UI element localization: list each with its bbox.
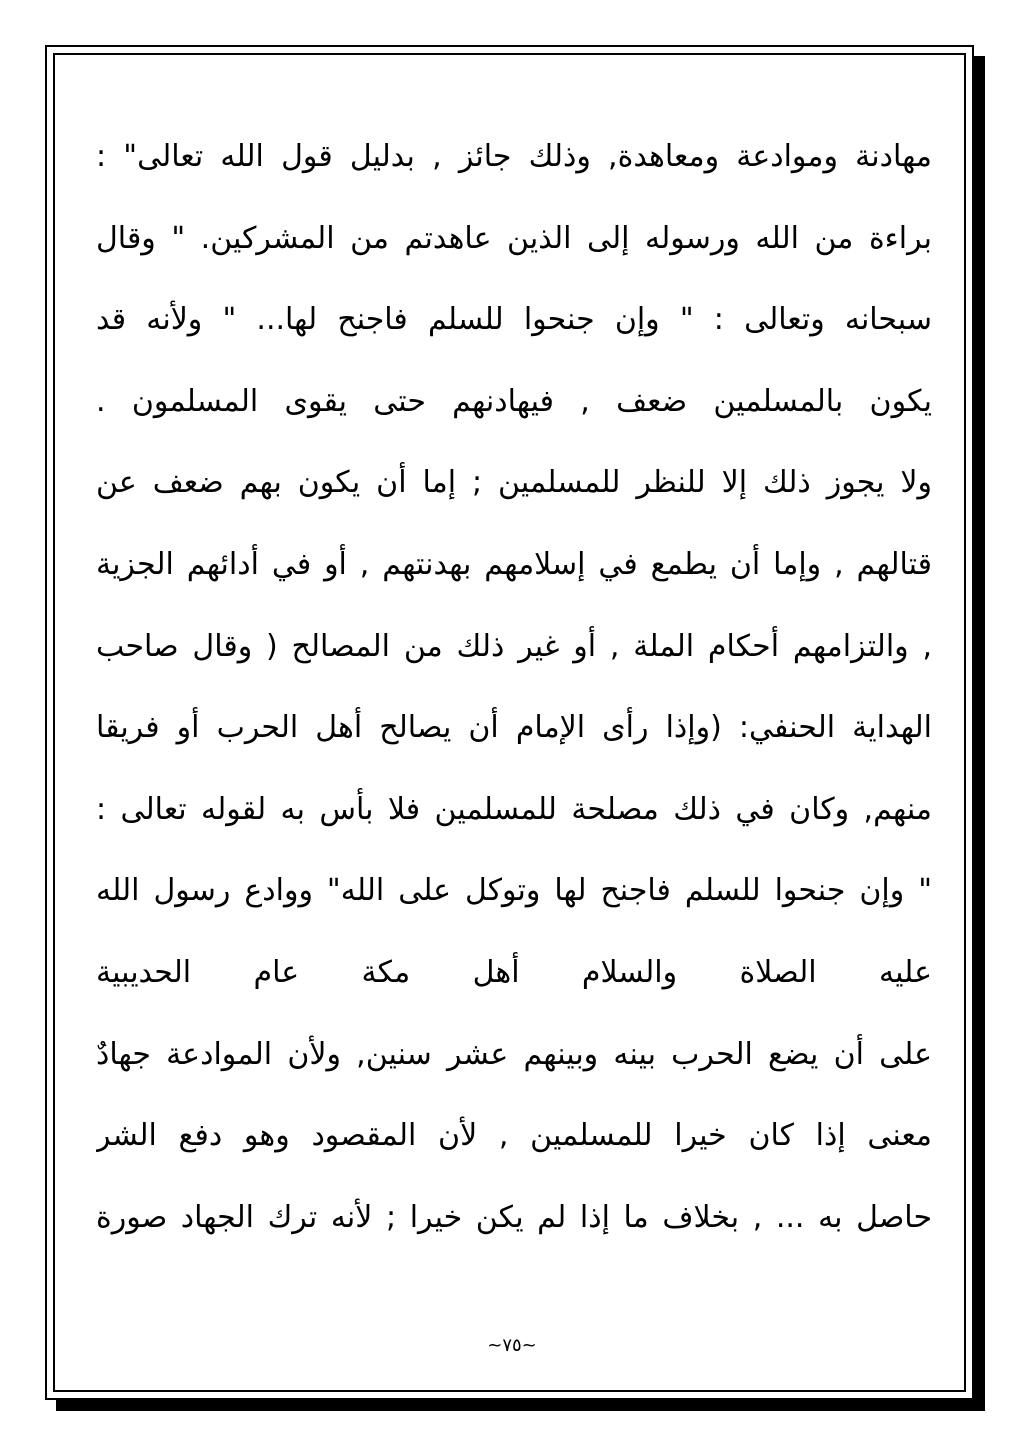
- text-line: عليه الصلاة والسلام أهل مكة عام الحديبية: [96, 954, 932, 990]
- text-line: منهم, وكان في ذلك مصلحة للمسلمين فلا بأس به لقوله تعالى :: [96, 791, 932, 827]
- text-line: مهادنة وموادعة ومعاهدة, وذلك جائز , بدليل قول الله تعالى" :: [96, 139, 932, 174]
- text-line: الهداية الحنفي: (وإذا رأى الإمام أن يصالح أهل الحرب أو فريقا: [96, 710, 932, 746]
- text-line: " وإن جنحوا للسلم فاجنح لها وتوكل على الله" ووادع رسول الله: [96, 873, 932, 909]
- text-line: قتالهم , وإما أن يطمع في إسلامهم بهدنتهم , أو في أدائهم الجزية: [96, 546, 932, 582]
- text-line: , والتزامهم أحكام الملة , أو غير ذلك من المصالح ( وقال صاحب: [96, 628, 932, 664]
- text-line: حاصل به ... , بخلاف ما إذا لم يكن خيرا ; لأنه ترك الجهاد صورة: [96, 1199, 932, 1235]
- text-line: معنى إذا كان خيرا للمسلمين , لأن المقصود وهو دفع الشر: [96, 1118, 932, 1154]
- text-line: يكون بالمسلمين ضعف , فيهادنهم حتى يقوى المسلمون .: [96, 383, 932, 419]
- page-number: ~٧٥~: [487, 1335, 537, 1356]
- text-line: ولا يجوز ذلك إلا للنظر للمسلمين ; إما أن يكون بهم ضعف عن: [96, 465, 932, 501]
- page-text-body: [96, 126, 932, 1268]
- text-line: سبحانه وتعالى : " وإن جنحوا للسلم فاجنح لها... " ولأنه قد: [96, 302, 932, 338]
- text-line: على أن يضع الحرب بينه وبينهم عشر سنين, ولأن الموادعة جهادٌ: [96, 1036, 932, 1072]
- text-line: براءة من الله ورسوله إلى الذين عاهدتم من المشركين. " وقال: [96, 220, 932, 256]
